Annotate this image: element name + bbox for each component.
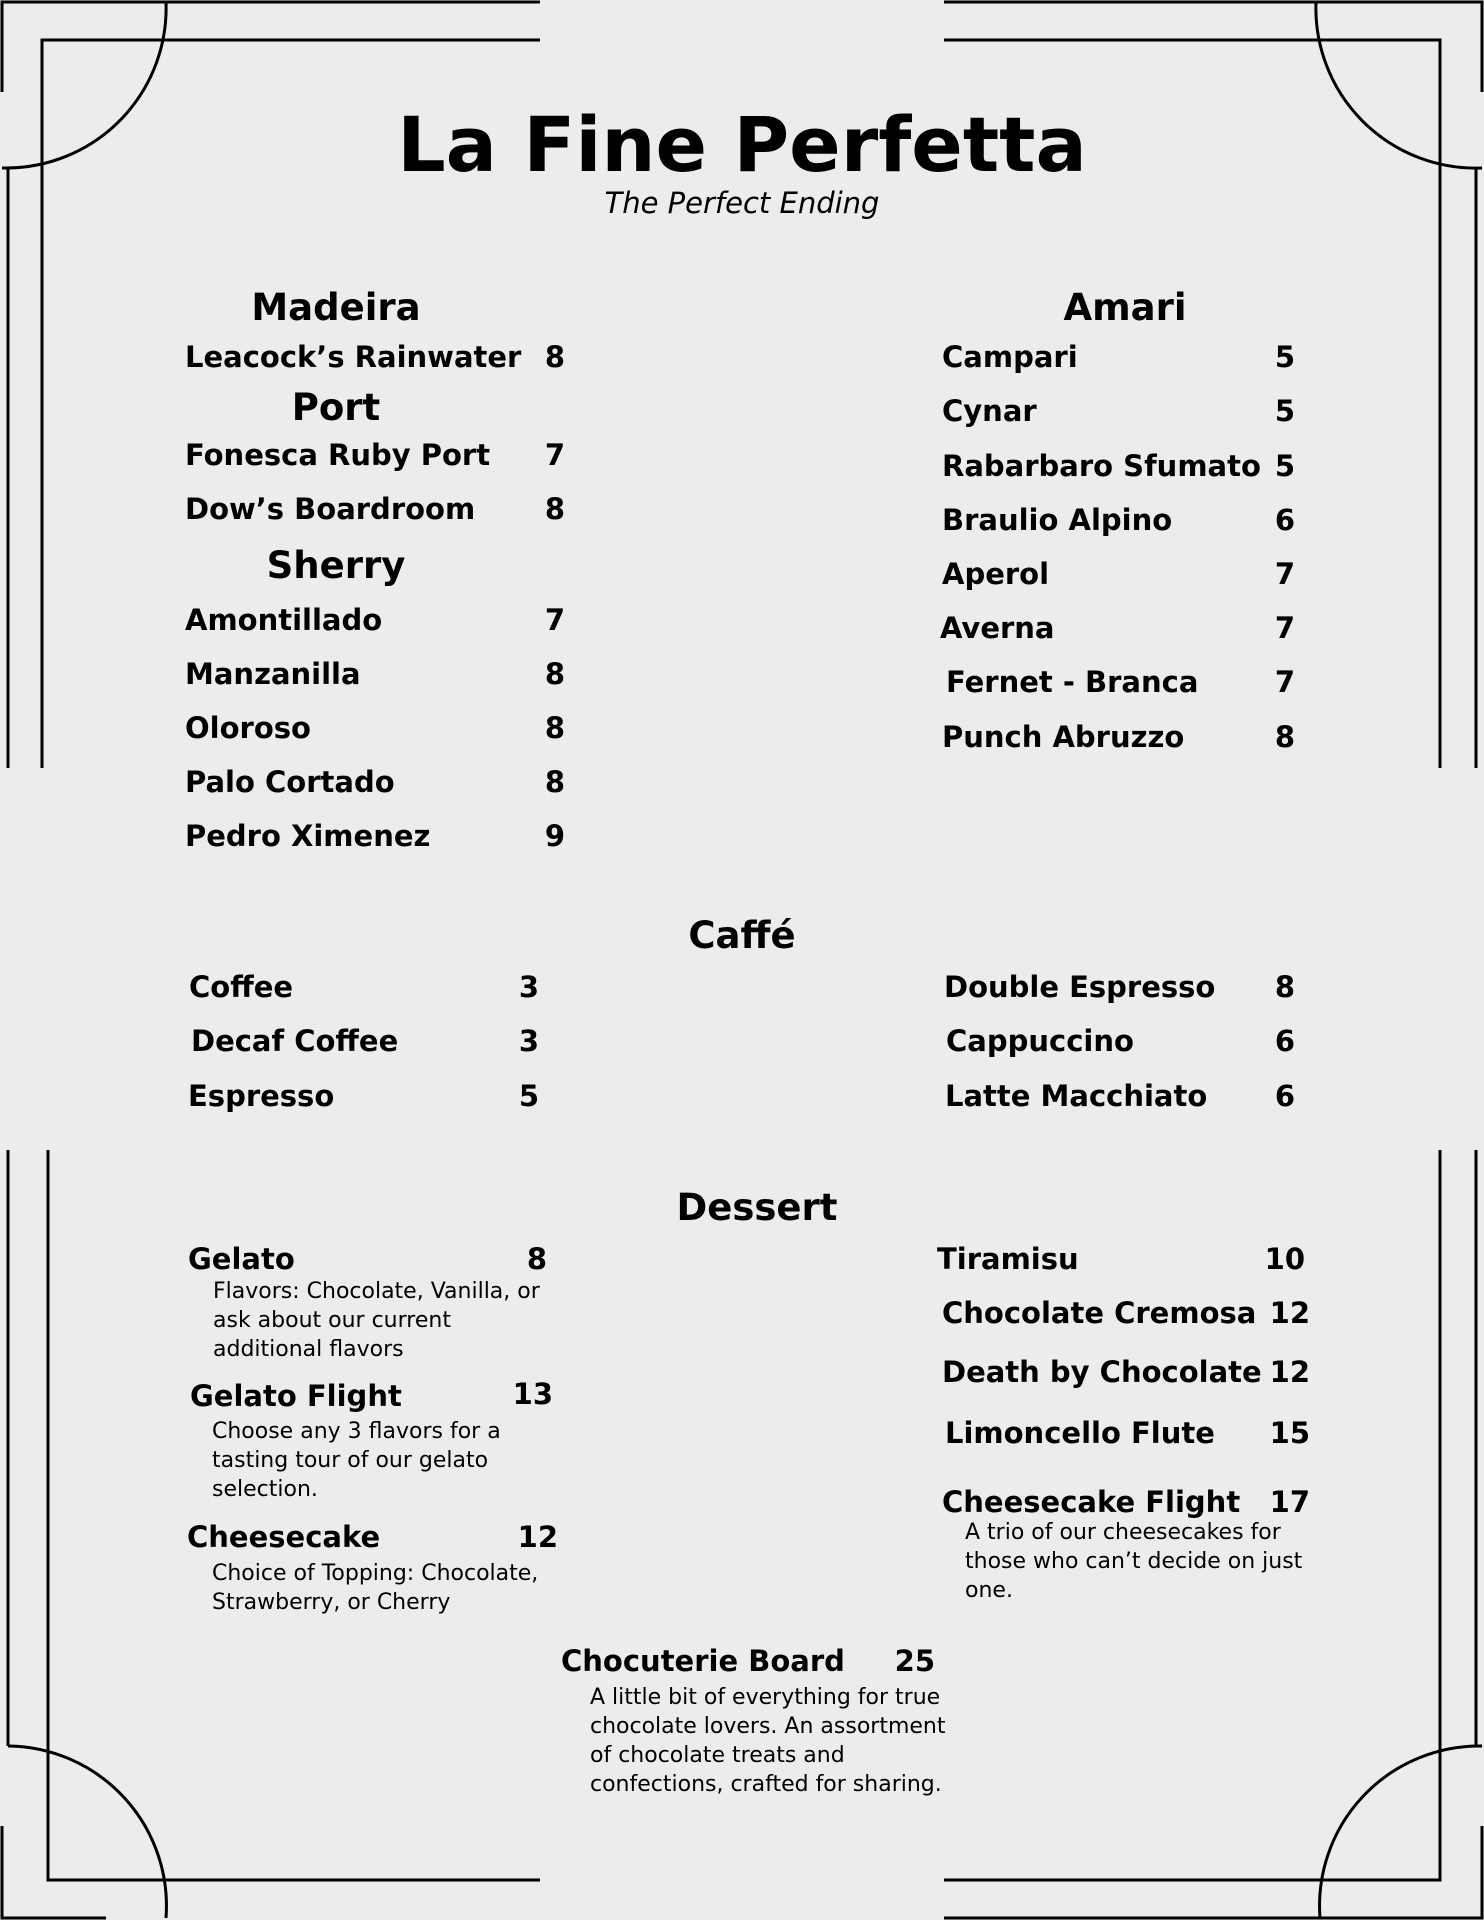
- menu-item: Latte Macchiato: [945, 1079, 1208, 1113]
- menu-price: 5: [1274, 449, 1295, 483]
- menu-item: Limoncello Flute: [945, 1416, 1215, 1450]
- amari-heading: Amari: [1063, 286, 1187, 329]
- menu-price: 5: [518, 1079, 539, 1113]
- sherry-heading: Sherry: [266, 544, 406, 587]
- menu-item: Gelato Flight: [190, 1379, 402, 1413]
- menu-price: 7: [1274, 611, 1295, 645]
- menu-item: Pedro Ximenez: [185, 819, 431, 853]
- menu-item: Cheesecake: [187, 1520, 381, 1554]
- menu-item-description: Choice of Topping: Chocolate, Strawberry, or Cherry: [212, 1561, 539, 1615]
- menu-item: Gelato: [188, 1242, 295, 1276]
- menu-price: 12: [1269, 1296, 1310, 1330]
- menu-price: 5: [1274, 394, 1295, 428]
- menu-price: 7: [544, 438, 565, 472]
- menu-price: 3: [518, 1024, 539, 1058]
- menu-item: Cynar: [942, 394, 1037, 428]
- menu-price: 13: [512, 1377, 553, 1411]
- menu-item-description: Flavors: Chocolate, Vanilla, or ask about our current additional flavors: [213, 1279, 540, 1362]
- caffe-heading: Caffé: [688, 914, 796, 957]
- menu-price: 6: [1274, 503, 1295, 537]
- menu-item: Aperol: [942, 557, 1050, 591]
- dessert-heading: Dessert: [676, 1186, 838, 1229]
- menu-item: Averna: [940, 611, 1055, 645]
- menu-price: 8: [544, 765, 565, 799]
- menu-price: 3: [518, 970, 539, 1004]
- menu-item: Leacock’s Rainwater: [185, 340, 522, 374]
- menu-item: Palo Cortado: [185, 765, 395, 799]
- menu-item: Rabarbaro Sfumato: [942, 449, 1261, 483]
- menu-item: Manzanilla: [185, 657, 361, 691]
- menu-item: Tiramisu: [937, 1242, 1079, 1276]
- menu-price: 8: [526, 1242, 547, 1276]
- menu-item: Espresso: [188, 1079, 335, 1113]
- menu-price: 7: [544, 603, 565, 637]
- menu-price: 6: [1274, 1024, 1295, 1058]
- menu-item: Cappuccino: [946, 1024, 1134, 1058]
- menu-price: 8: [1274, 970, 1295, 1004]
- menu-price: 6: [1274, 1079, 1295, 1113]
- menu-item: Campari: [942, 340, 1078, 374]
- menu-price: 7: [1274, 557, 1295, 591]
- port-heading: Port: [291, 386, 381, 429]
- menu-price: 10: [1264, 1242, 1305, 1276]
- madeira-heading: Madeira: [251, 286, 421, 329]
- menu-item: Chocuterie Board: [561, 1644, 845, 1678]
- menu-price: 12: [517, 1520, 558, 1554]
- menu-item: Cheesecake Flight: [942, 1485, 1241, 1519]
- menu-item: Dow’s Boardroom: [185, 492, 476, 526]
- menu-item: Braulio Alpino: [942, 503, 1173, 537]
- menu-item: Amontillado: [185, 603, 383, 637]
- menu-item: Double Espresso: [944, 970, 1216, 1004]
- menu-item: Fernet - Branca: [946, 665, 1199, 699]
- menu-price: 15: [1269, 1416, 1310, 1450]
- menu-item: Chocolate Cremosa: [942, 1296, 1257, 1330]
- menu-item: Coffee: [189, 970, 294, 1004]
- menu-price: 17: [1269, 1485, 1310, 1519]
- menu-item-description: A trio of our cheesecakes for those who can’t decide on just one.: [965, 1520, 1303, 1603]
- menu-item-description: Choose any 3 flavors for a tasting tour of our gelato selection.: [212, 1419, 501, 1502]
- menu-price: 8: [544, 657, 565, 691]
- menu-item: Decaf Coffee: [191, 1024, 399, 1058]
- menu-item-description: A little bit of everything for true chocolate lovers. An assortment of chocolate treats and confections, crafted for sharing.: [590, 1685, 946, 1797]
- menu-price: 9: [544, 819, 565, 853]
- page-subtitle: The Perfect Ending: [604, 186, 880, 220]
- page-title: La Fine Perfetta: [397, 100, 1087, 189]
- menu-price: 8: [544, 340, 565, 374]
- menu-price: 8: [1274, 720, 1295, 754]
- menu-item: Fonesca Ruby Port: [185, 438, 491, 472]
- menu-item: Oloroso: [185, 711, 311, 745]
- menu-item: Death by Chocolate: [942, 1355, 1262, 1389]
- menu-price: 25: [894, 1644, 935, 1678]
- menu-price: 8: [544, 492, 565, 526]
- menu-price: 7: [1274, 665, 1295, 699]
- menu-item: Punch Abruzzo: [942, 720, 1185, 754]
- menu-price: 8: [544, 711, 565, 745]
- menu-price: 12: [1269, 1355, 1310, 1389]
- menu-price: 5: [1274, 340, 1295, 374]
